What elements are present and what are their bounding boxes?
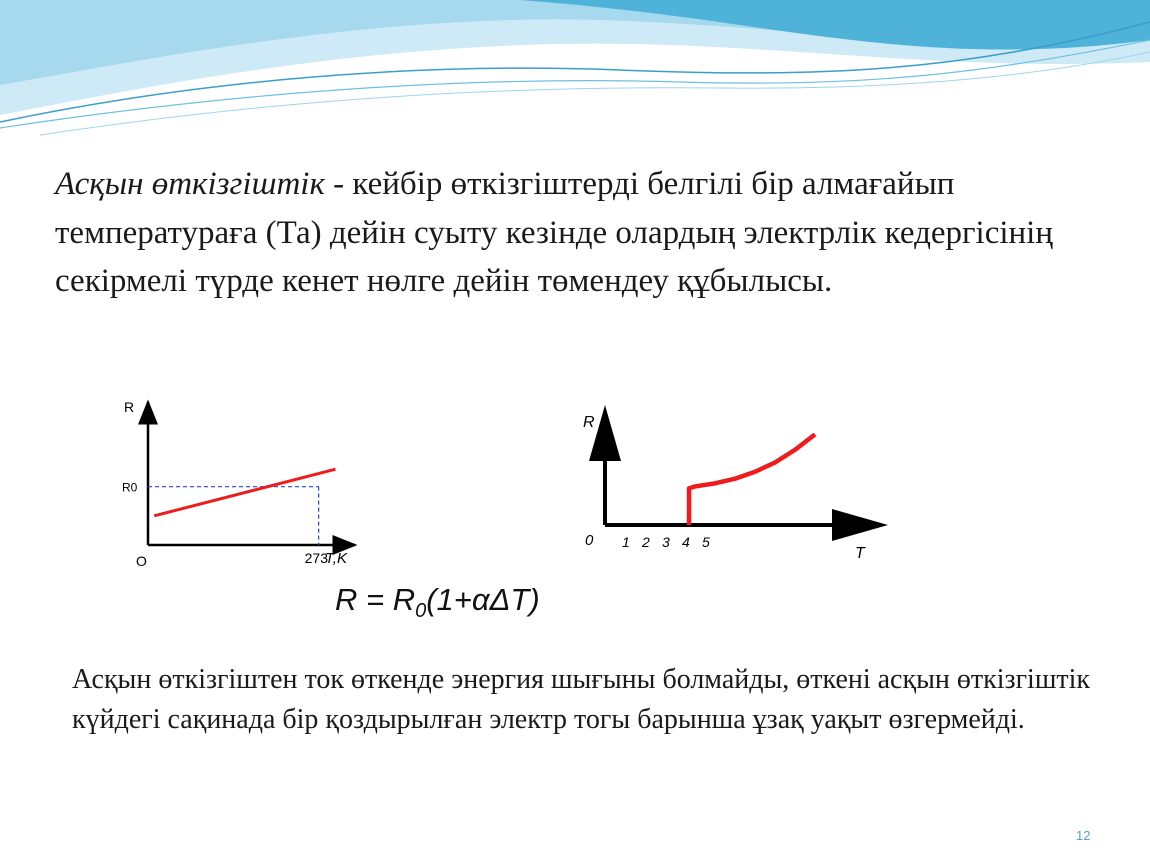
x-tick-label: 4	[682, 534, 690, 550]
origin-label: O	[136, 553, 147, 569]
x-tick-label: 2	[642, 534, 650, 550]
x-tick-label: 5	[702, 534, 710, 550]
definition-term: Асқын өткізгіштік	[55, 166, 325, 202]
x-axis-label: T	[855, 545, 865, 562]
formula-rhs: (1+αΔT)	[426, 582, 540, 617]
y-tick-r0: R0	[122, 480, 138, 495]
header-wave-decoration	[0, 0, 1150, 140]
y-axis-label: R	[124, 399, 135, 415]
origin-label: 0	[585, 532, 594, 549]
resistance-line	[154, 469, 335, 516]
page-number: 12	[1076, 828, 1091, 843]
linear-resistance-chart	[110, 390, 400, 580]
formula-lhs: R = R	[335, 582, 416, 617]
x-tick-label: 3	[662, 534, 670, 550]
formula-subscript: 0	[415, 600, 427, 623]
x-tick-273: 273	[304, 550, 328, 566]
resistance-curve	[689, 434, 815, 525]
definition-paragraph	[55, 160, 1055, 306]
definition-body: - кейбір өткізгіштерді белгілі бір алмағайып температураға (Та) дейін суыту кезінде олардың электрлік кедергісінің секірмелі түрде кенет нөлге дейін төмендеу құбылысы.	[55, 166, 1054, 299]
x-axis-label: T,K	[325, 550, 347, 567]
note-paragraph: Асқын өткізгіштен ток өткенде энергия шығыны болмайды, өткені асқын өткізгіштік күйдегі сақинада бір қоздырылған электр тогы барынша ұзақ уақыт өзгермейді.	[72, 664, 1091, 735]
y-axis-label: R	[583, 414, 595, 431]
x-tick-labels	[622, 534, 710, 550]
superconductor-resistance-chart	[575, 405, 895, 570]
x-tick-label: 1	[622, 534, 630, 550]
formula	[335, 582, 540, 623]
